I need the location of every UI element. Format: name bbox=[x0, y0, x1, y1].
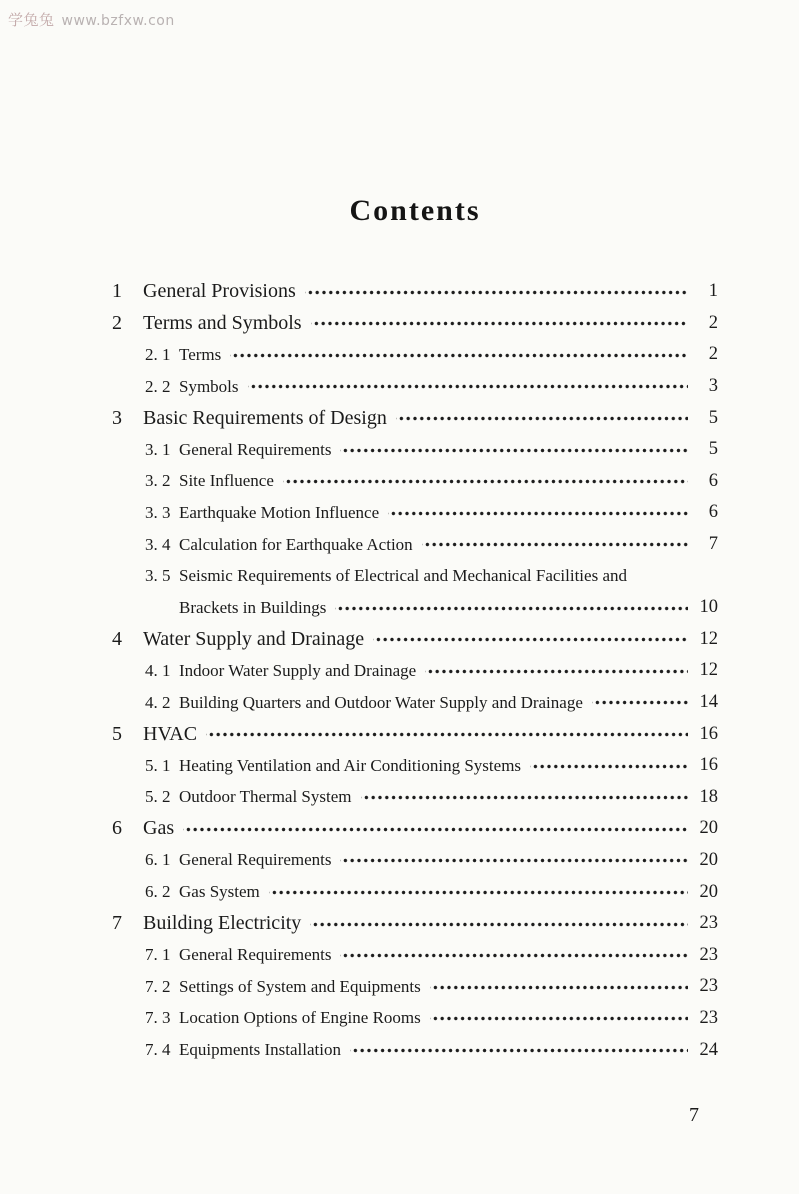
dot-leader bbox=[206, 724, 688, 744]
dot-leader bbox=[310, 914, 688, 934]
dot-leader bbox=[269, 884, 688, 901]
toc-entry-number: 3. 5 bbox=[145, 566, 171, 586]
toc-entry bbox=[112, 497, 718, 529]
toc-entry-number: 2 bbox=[112, 311, 122, 334]
toc-entry bbox=[112, 845, 718, 877]
toc-entry bbox=[112, 1034, 718, 1066]
dot-leader bbox=[340, 947, 688, 964]
toc-entry-continuation bbox=[112, 592, 718, 624]
dot-leader bbox=[283, 473, 688, 490]
toc-entry-page: 1 bbox=[708, 281, 718, 302]
toc-entry-page: 6 bbox=[708, 502, 718, 523]
dot-leader bbox=[305, 282, 688, 302]
toc-entry-number: 6. 1 bbox=[145, 850, 171, 870]
toc-entry-label: Equipments Installation bbox=[179, 1040, 341, 1060]
toc-entry-number: 6. 2 bbox=[145, 882, 171, 902]
toc-entry-page: 23 bbox=[699, 944, 718, 965]
toc-entry-page: 16 bbox=[699, 723, 718, 744]
toc-entry-page: 20 bbox=[699, 849, 718, 870]
toc-entry-page: 20 bbox=[699, 881, 718, 902]
dot-leader bbox=[311, 313, 688, 333]
toc-list bbox=[112, 276, 718, 1066]
toc-entry-number: 4 bbox=[112, 627, 122, 650]
toc-entry-number: 2. 2 bbox=[145, 376, 171, 396]
toc-entry bbox=[112, 308, 718, 340]
dot-leader bbox=[388, 504, 688, 521]
toc-entry-number: 3. 3 bbox=[145, 502, 171, 522]
toc-entry-label: Building Electricity bbox=[143, 912, 302, 935]
toc-entry-page: 10 bbox=[699, 597, 718, 618]
dot-leader bbox=[422, 536, 688, 553]
toc-entry bbox=[112, 655, 718, 687]
toc-entry-label: Building Quarters and Outdoor Water Supply and Drainage bbox=[179, 692, 583, 712]
toc-entry-label: Water Supply and Drainage bbox=[143, 627, 365, 650]
toc-entry-number: 7 bbox=[112, 912, 122, 935]
toc-entry-page: 6 bbox=[708, 470, 718, 491]
toc-entry bbox=[112, 371, 718, 403]
toc-entry-number: 5. 1 bbox=[145, 755, 171, 775]
toc-entry-label: Gas System bbox=[179, 882, 260, 902]
dot-leader bbox=[350, 1042, 688, 1059]
dot-leader bbox=[335, 599, 688, 616]
toc-entry-label: Site Influence bbox=[179, 471, 274, 491]
dot-leader bbox=[340, 852, 688, 869]
toc-entry-label: Settings of System and Equipments bbox=[179, 976, 421, 996]
toc-entry-page: 12 bbox=[699, 628, 718, 649]
dot-leader bbox=[530, 757, 688, 774]
toc-entry bbox=[112, 466, 718, 498]
toc-entry-label: Earthquake Motion Influence bbox=[179, 502, 380, 522]
toc-entry bbox=[112, 782, 718, 814]
toc-entry bbox=[112, 687, 718, 719]
dot-leader bbox=[183, 819, 688, 839]
toc-entry bbox=[112, 624, 718, 656]
toc-entry-page: 14 bbox=[699, 692, 718, 713]
dot-leader bbox=[425, 662, 688, 679]
toc-entry-label: General Provisions bbox=[143, 280, 296, 303]
page-number: 7 bbox=[689, 1104, 699, 1126]
toc-entry-page: 12 bbox=[699, 660, 718, 681]
toc-entry-number: 2. 1 bbox=[145, 344, 171, 364]
toc-entry bbox=[112, 750, 718, 782]
toc-entry-number: 3. 4 bbox=[145, 534, 171, 554]
toc-entry bbox=[112, 434, 718, 466]
toc-entry-page: 5 bbox=[708, 439, 718, 460]
toc-entry bbox=[112, 1003, 718, 1035]
toc-entry-label: Gas bbox=[143, 817, 175, 840]
toc-entry-label: Terms and Symbols bbox=[143, 311, 302, 334]
toc-entry-number: 7. 4 bbox=[145, 1040, 171, 1060]
toc-entry-page: 2 bbox=[708, 312, 718, 333]
toc-entry-number: 3. 1 bbox=[145, 439, 171, 459]
toc-entry-number: 5 bbox=[112, 722, 122, 745]
toc-entry-label: Heating Ventilation and Air Conditioning Systems bbox=[179, 755, 522, 775]
toc-entry bbox=[112, 276, 718, 308]
toc-entry bbox=[112, 402, 718, 434]
toc-entry-number: 3 bbox=[112, 406, 122, 429]
toc-entry-page: 23 bbox=[699, 1007, 718, 1028]
toc-entry-number: 4. 1 bbox=[145, 660, 171, 680]
toc-entry-number: 6 bbox=[112, 817, 122, 840]
toc-entry bbox=[112, 813, 718, 845]
toc-entry-page: 20 bbox=[699, 818, 718, 839]
dot-leader bbox=[340, 441, 688, 458]
toc-entry-label: Outdoor Thermal System bbox=[179, 787, 352, 807]
page-title: Contents bbox=[349, 194, 481, 227]
toc-entry-number: 5. 2 bbox=[145, 787, 171, 807]
toc-entry-number: 7. 2 bbox=[145, 976, 171, 996]
watermark-logo: 学兔兔 bbox=[8, 11, 55, 29]
dot-leader bbox=[248, 378, 688, 395]
toc-entry-label: Location Options of Engine Rooms bbox=[179, 1008, 421, 1028]
toc-entry-label: Calculation for Earthquake Action bbox=[179, 534, 413, 554]
toc-entry bbox=[112, 529, 718, 561]
toc-entry-label: Indoor Water Supply and Drainage bbox=[179, 660, 417, 680]
toc-entry bbox=[112, 560, 718, 592]
toc-entry bbox=[112, 876, 718, 908]
toc-entry-page: 18 bbox=[699, 786, 718, 807]
dot-leader bbox=[396, 408, 688, 428]
toc-entry-page: 23 bbox=[699, 913, 718, 934]
dot-leader bbox=[373, 629, 688, 649]
dot-leader bbox=[230, 346, 688, 363]
toc-entry-page: 2 bbox=[708, 344, 718, 365]
toc-entry-number: 7. 3 bbox=[145, 1008, 171, 1028]
toc-entry-number: 1 bbox=[112, 280, 122, 303]
toc-entry-page: 24 bbox=[699, 1039, 718, 1060]
dot-leader bbox=[592, 694, 688, 711]
toc-entry-number: 3. 2 bbox=[145, 471, 171, 491]
toc-entry bbox=[112, 971, 718, 1003]
dot-leader bbox=[430, 978, 688, 995]
toc-entry-label: Basic Requirements of Design bbox=[143, 406, 387, 429]
toc-entry-label: General Requirements bbox=[179, 945, 332, 965]
dot-leader bbox=[430, 1010, 688, 1027]
watermark-url: www.bzfxw.con bbox=[61, 13, 175, 29]
toc-entry-page: 16 bbox=[699, 755, 718, 776]
toc-entry-label: Symbols bbox=[179, 376, 239, 396]
toc-entry-label: General Requirements bbox=[179, 850, 332, 870]
toc-entry-page: 3 bbox=[708, 376, 718, 397]
toc-entry-number: 4. 2 bbox=[145, 692, 171, 712]
toc-entry-page: 23 bbox=[699, 976, 718, 997]
toc-entry-number: 7. 1 bbox=[145, 945, 171, 965]
toc-entry-label: Brackets in Buildings bbox=[179, 597, 327, 617]
toc-entry-label: HVAC bbox=[143, 722, 198, 745]
toc-entry bbox=[112, 718, 718, 750]
toc-entry-page: 7 bbox=[708, 534, 718, 555]
toc-entry-page: 5 bbox=[708, 407, 718, 428]
toc-entry bbox=[112, 908, 718, 940]
toc-entry bbox=[112, 339, 718, 371]
dot-leader bbox=[361, 789, 689, 806]
toc-entry bbox=[112, 939, 718, 971]
toc-entry-label: Seismic Requirements of Electrical and Mechanical Facilities and bbox=[179, 566, 627, 586]
toc-entry-label: General Requirements bbox=[179, 439, 332, 459]
watermark bbox=[8, 9, 175, 30]
toc-entry-label: Terms bbox=[179, 344, 222, 364]
